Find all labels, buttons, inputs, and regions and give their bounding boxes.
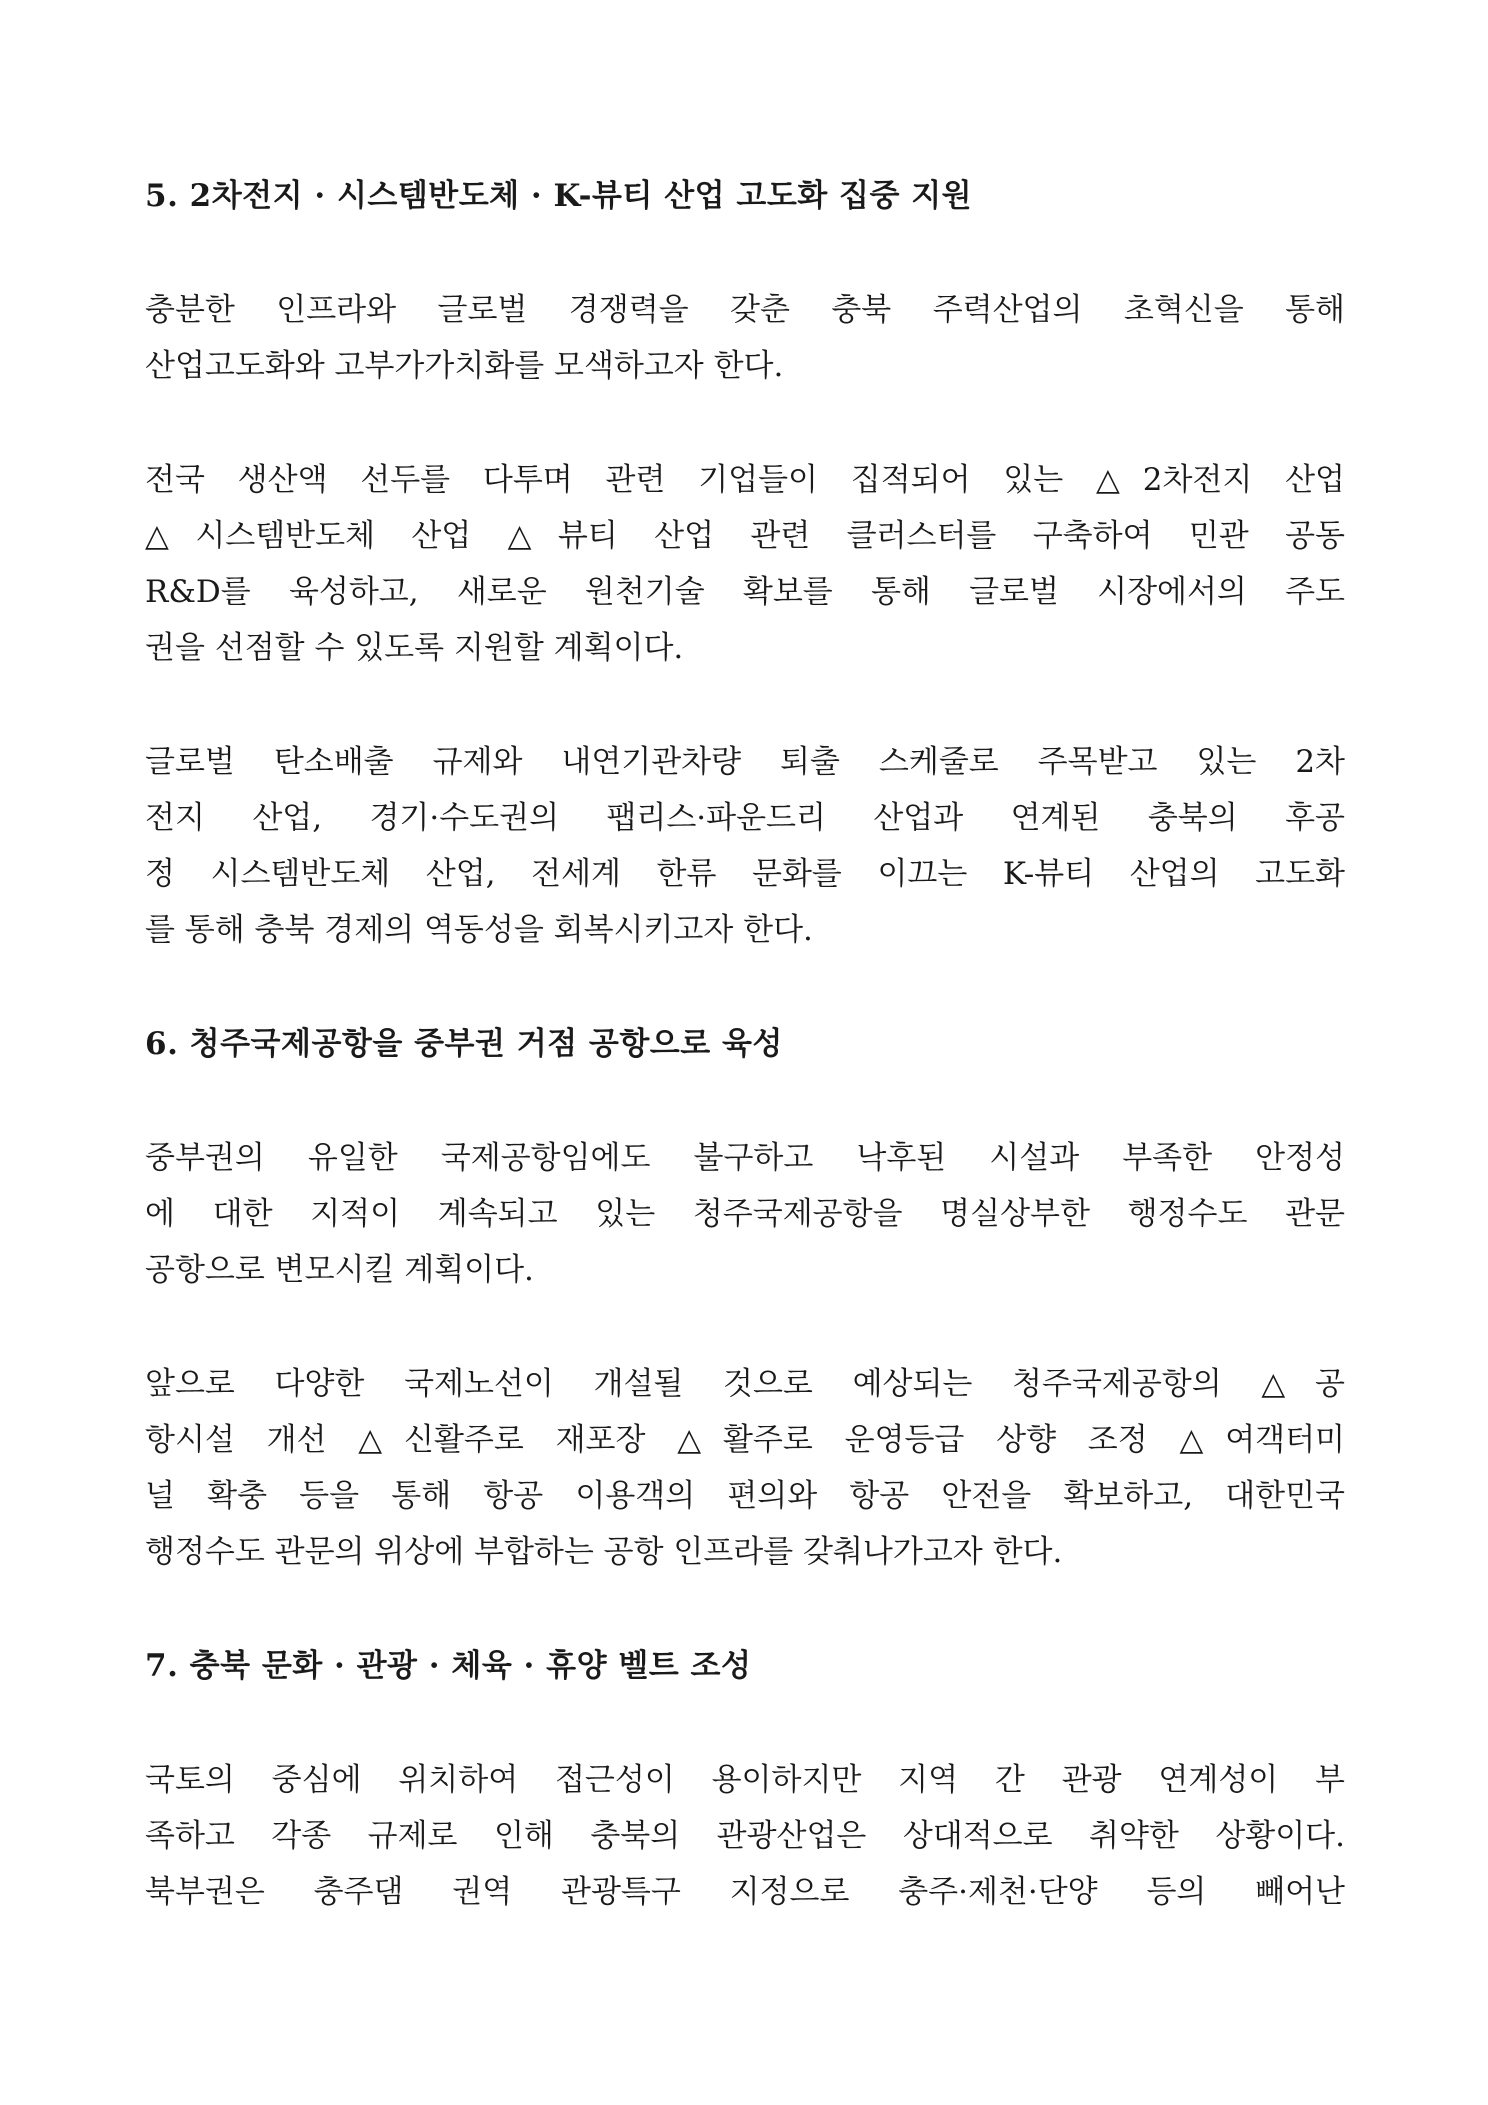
text-line: 를 통해 충북 경제의 역동성을 회복시키고자 한다. [145,912,813,948]
text-line: 산업고도화와 고부가가치화를 모색하고자 한다. [145,348,784,384]
text-line: 중부권의 유일한 국제공항임에도 불구하고 낙후된 시설과 부족한 안정성 [145,1140,1345,1176]
section-5-paragraph-3 [145,734,1345,958]
text-line: 정 시스템반도체 산업, 전세계 한류 문화를 이끄는 K-뷰티 산업의 고도화 [145,856,1345,892]
text-line: 국토의 중심에 위치하여 접근성이 용이하지만 지역 간 관광 연계성이 부 [145,1762,1345,1798]
document-page [145,168,1345,1920]
section-5-paragraph-1 [145,282,1345,394]
text-line: 공항으로 변모시킬 계획이다. [145,1252,534,1288]
text-line: 전국 생산액 선두를 다투며 관련 기업들이 집적되어 있는 △2차전지 산업 [145,462,1345,498]
text-line: 권을 선점할 수 있도록 지원할 계획이다. [145,630,684,666]
text-line: 행정수도 관문의 위상에 부합하는 공항 인프라를 갖춰나가고자 한다. [145,1534,1063,1570]
text-line: 전지 산업, 경기·수도권의 팹리스·파운드리 산업과 연계된 충북의 후공 [145,800,1345,836]
text-line: 항시설 개선 △신활주로 재포장 △활주로 운영등급 상향 조정 △여객터미 [145,1422,1345,1458]
text-line: 에 대한 지적이 계속되고 있는 청주국제공항을 명실상부한 행정수도 관문 [145,1196,1345,1232]
section-6-heading: 6. 청주국제공항을 중부권 거점 공항으로 육성 [145,1026,783,1062]
section-7-paragraph-1 [145,1752,1345,1920]
text-line: 족하고 각종 규제로 인해 충북의 관광산업은 상대적으로 취약한 상황이다. [145,1818,1345,1854]
text-line: 글로벌 탄소배출 규제와 내연기관차량 퇴출 스케줄로 주목받고 있는 2차 [145,744,1345,780]
text-line: △시스템반도체 산업 △뷰티 산업 관련 클러스터를 구축하여 민관 공동 [145,518,1345,554]
text-line: 널 확충 등을 통해 항공 이용객의 편의와 항공 안전을 확보하고, 대한민국 [145,1478,1345,1514]
section-7-heading: 7. 충북 문화 · 관광 · 체육 · 휴양 벨트 조성 [145,1648,752,1684]
text-line: R&D를 육성하고, 새로운 원천기술 확보를 통해 글로벌 시장에서의 주도 [145,574,1345,610]
text-line: 북부권은 충주댐 권역 관광특구 지정으로 충주·제천·단양 등의 빼어난 [145,1874,1345,1910]
section-5-paragraph-2 [145,452,1345,676]
section-5-heading: 5. 2차전지 · 시스템반도체 · K-뷰티 산업 고도화 집중 지원 [145,178,973,214]
text-line: 앞으로 다양한 국제노선이 개설될 것으로 예상되는 청주국제공항의 △공 [145,1366,1345,1402]
text-line: 충분한 인프라와 글로벌 경쟁력을 갖춘 충북 주력산업의 초혁신을 통해 [145,292,1345,328]
section-6-paragraph-1 [145,1130,1345,1298]
section-6-paragraph-2 [145,1356,1345,1580]
